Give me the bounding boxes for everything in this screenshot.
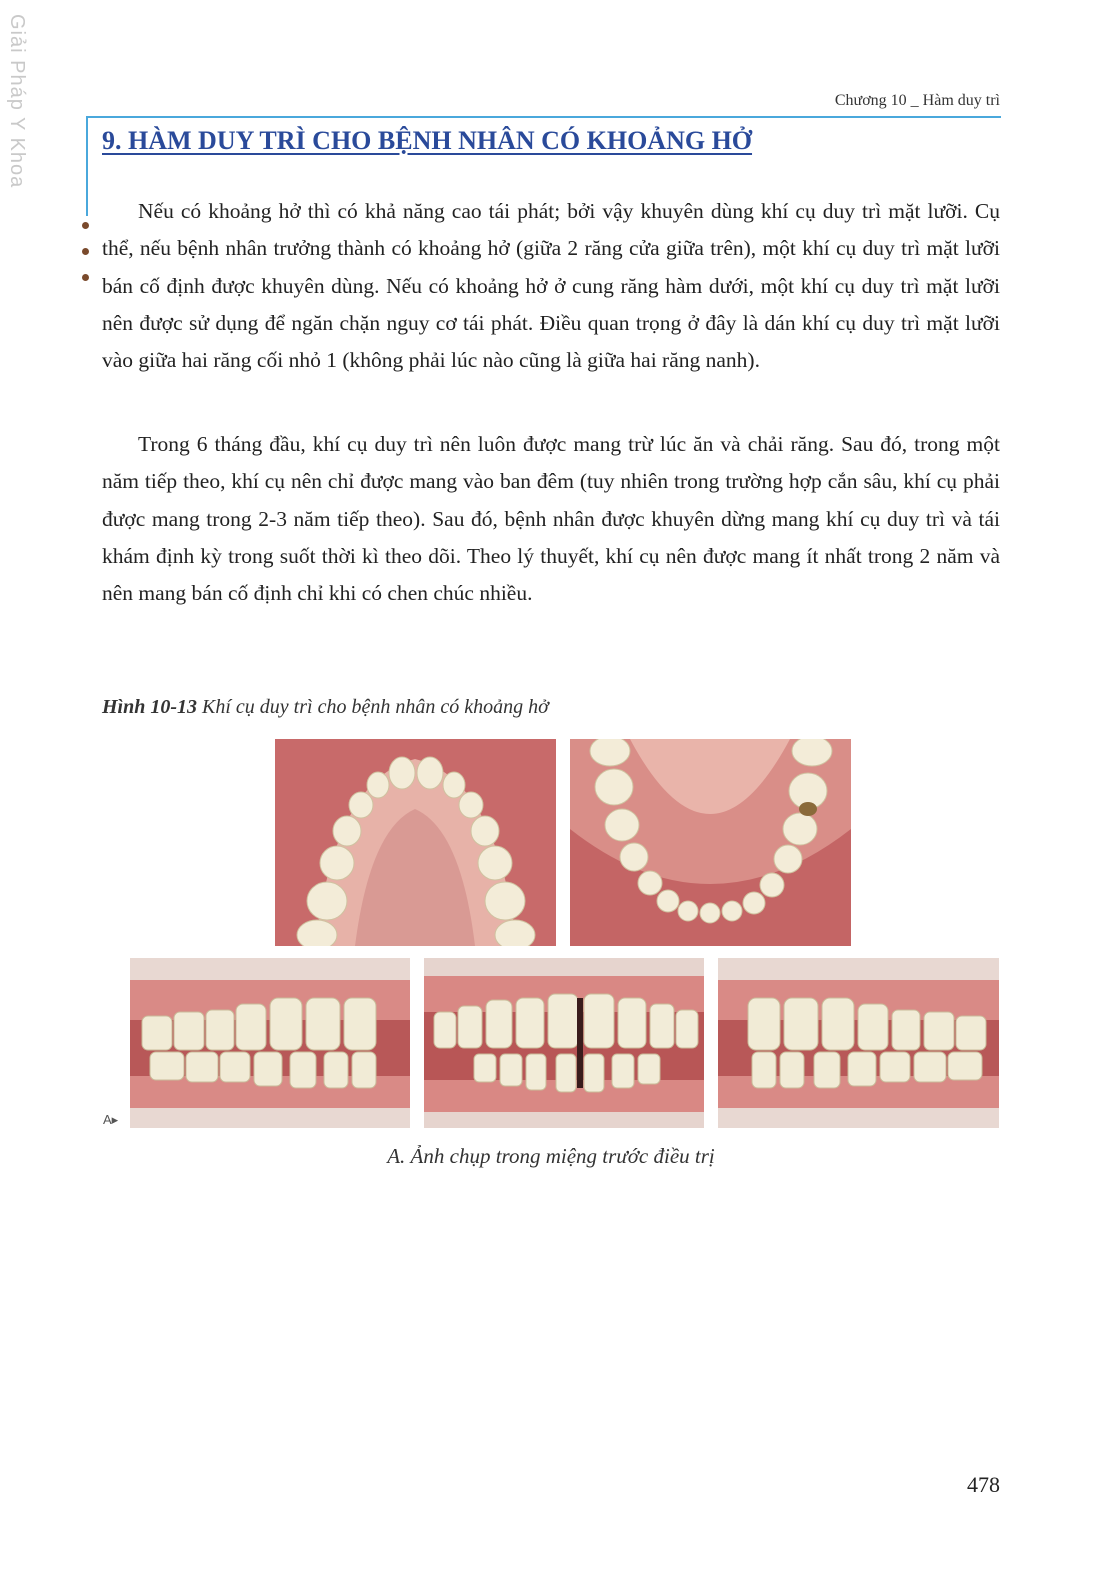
dot-icon — [82, 274, 89, 281]
photo-right-buccal — [130, 958, 410, 1128]
photo-upper-occlusal — [275, 739, 556, 946]
photo-frontal — [424, 958, 704, 1128]
dot-icon — [82, 248, 89, 255]
header-rule — [88, 116, 1001, 118]
paragraph: Nếu có khoảng hở thì có khả năng cao tái phát; bởi vậy khuyên dùng khí cụ duy trì mặt lưỡi. Cụ thể, nếu bệnh nhân trưởng thành có khoảng hở (giữa 2 răng cửa giữa trên), một khí cụ duy trì mặt lưỡi bán cố định được khuyên dùng. Nếu có khoảng hở ở cung răng hàm dưới, một khí cụ duy trì mặt lưỡi nên được sử dụng để ngăn chặn nguy cơ tái phát. Điều quan trọng ở đây là dán khí cụ duy trì mặt lưỡi vào giữa hai răng cối nhỏ 1 (không phải lúc nào cũng là giữa hai răng nanh). — [102, 199, 1000, 373]
figure-caption-text: Khí cụ duy trì cho bệnh nhân có khoảng hở — [197, 696, 549, 718]
figure-caption — [102, 696, 549, 719]
side-watermark: Giải Pháp Y Khoa — [6, 14, 28, 189]
page-number: 478 — [967, 1472, 1000, 1497]
figure-number: Hình 10-13 — [102, 696, 198, 718]
photo-lower-occlusal — [570, 739, 851, 946]
running-header: Chương 10 _ Hàm duy trì — [834, 92, 1000, 109]
paragraph: Trong 6 tháng đầu, khí cụ duy trì nên luôn được mang trừ lúc ăn và chải răng. Sau đó, trong một năm tiếp theo, khí cụ nên chỉ được mang vào ban đêm (tuy nhiên trong trường hợp cắn sâu, khí cụ phải được mang trong 2-3 năm tiếp theo). Sau đó, bệnh nhân được khuyên dừng mang khí cụ duy trì và tái khám định kỳ trong suốt thời kì theo dõi. Theo lý thuyết, khí cụ nên được mang ít nhất trong 2 năm và nên mang bán cố định chỉ khi có chen chúc nhiều. — [102, 432, 1000, 606]
section-title: 9. HÀM DUY TRÌ CHO BỆNH NHÂN CÓ KHOẢNG HỞ — [102, 126, 753, 155]
panel-label: A▸ — [103, 1112, 119, 1127]
dot-icon — [82, 222, 89, 229]
header-vertical-rule — [86, 116, 88, 216]
figure-sub-caption: A. Ảnh chụp trong miệng trước điều trị — [387, 1144, 715, 1168]
photo-left-buccal — [718, 958, 999, 1128]
